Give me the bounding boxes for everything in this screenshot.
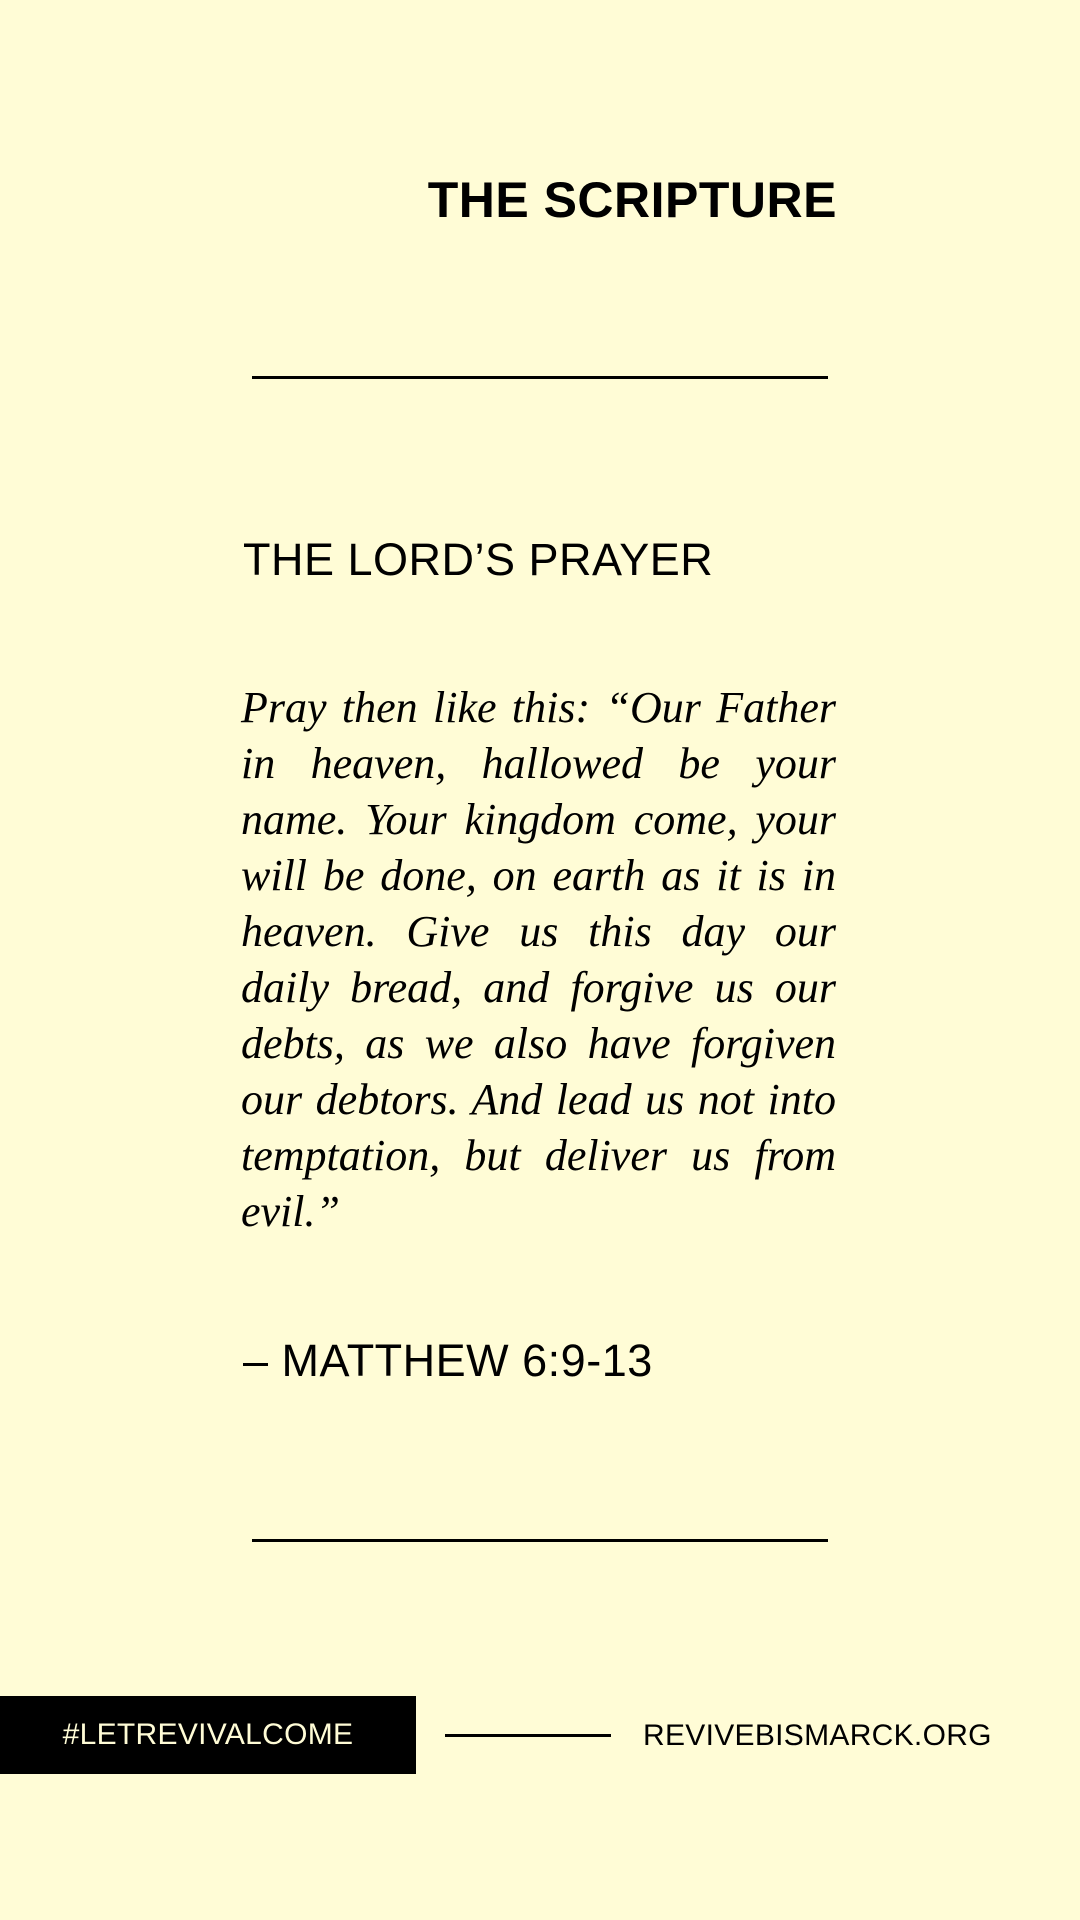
top-divider (252, 376, 828, 379)
website-url: REVIVEBISMARCK.ORG (643, 1719, 992, 1752)
page-title: THE SCRIPTURE (427, 172, 837, 228)
hashtag-badge: #LETREVIVALCOME (0, 1696, 416, 1774)
scripture-reference: – MATTHEW 6:9-13 (243, 1335, 653, 1386)
bottom-divider (252, 1539, 828, 1542)
scripture-text: Pray then like this: “Our Father in heaven, hallowed be your name. Your kingdom come, your will be done, on earth as it is in heaven. Give us this day our daily bread, and forgive us our debts, as we also have forgiven our debtors. And lead us not into temptation, but deliver us from evil.” (241, 683, 836, 1236)
footer-divider (445, 1734, 611, 1737)
section-title: THE LORD’S PRAYER (243, 534, 714, 585)
